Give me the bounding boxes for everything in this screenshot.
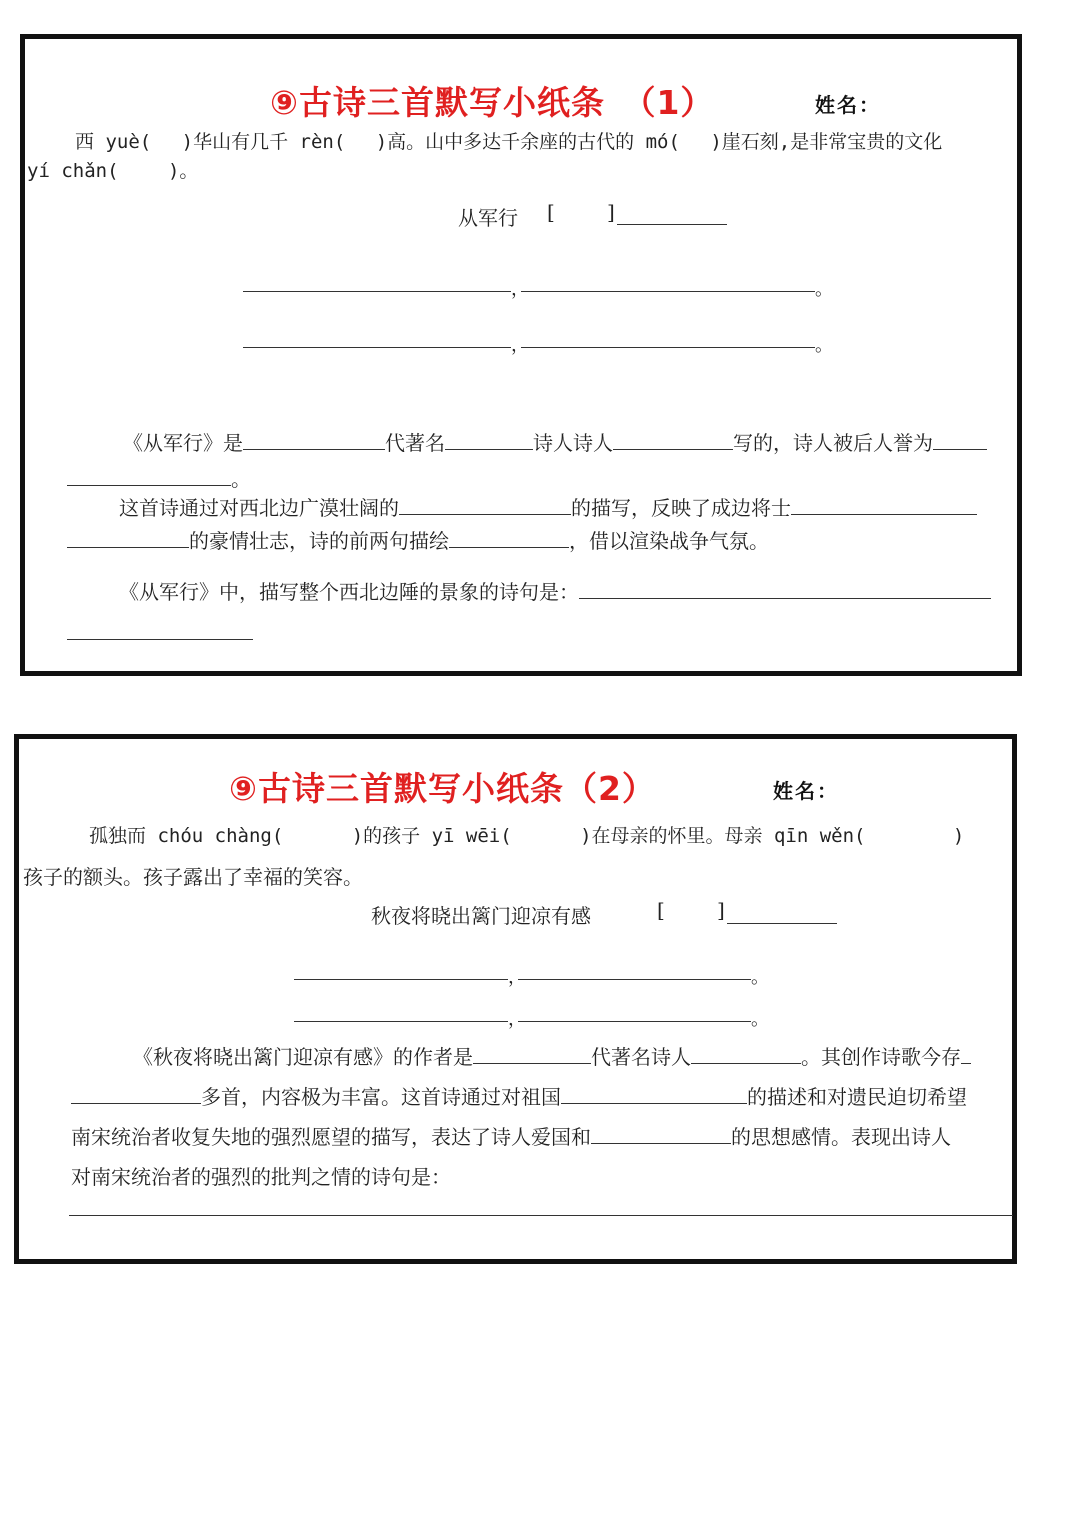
bracket-open: [ [657, 898, 665, 922]
poem-title: 秋夜将晓出篱门迎凉有感 [371, 904, 591, 928]
poet-blank[interactable] [691, 1045, 801, 1064]
fill-question-2 [119, 492, 977, 521]
bracket-close: ] [607, 200, 615, 224]
slip-title: ⑨古诗三首默写小纸条 （1） [270, 83, 715, 122]
q2-text-d: ，借以渲染战争气氛。 [569, 529, 769, 553]
bracket-open: [ [547, 200, 555, 224]
author-blank[interactable] [473, 1045, 591, 1064]
fill-question-2-cont [67, 525, 769, 554]
pinyin-question-line-1: 西 yuè( )华山有几千 rèn( )高。山中多达千余座的古代的 mó( )崖石刻,是非常宝贵的文化 [75, 131, 943, 153]
comma: ， [511, 279, 529, 300]
fill-question-4 [71, 1161, 451, 1190]
pinyin-question-line-1: 孤独而 chóu chàng( )的孩子 yī wēi( )在母亲的怀里。母亲 qīn wěn( ) [89, 825, 965, 847]
verse-answer-blank[interactable] [69, 1215, 1013, 1216]
q2-text-b: 的描写，反映了成边将士 [571, 496, 791, 520]
poem-line-2-first-half-blank[interactable] [243, 347, 511, 348]
poem-line-2-first-half-blank[interactable] [294, 1021, 508, 1022]
bracket-close: ] [717, 898, 725, 922]
count-blank-end[interactable] [71, 1085, 201, 1104]
period: 。 [751, 967, 769, 988]
fill-question-1-cont [67, 463, 251, 492]
slip-title: ⑨古诗三首默写小纸条（2） [229, 769, 656, 808]
count-blank-start[interactable] [961, 1045, 971, 1064]
pinyin-question-line-2: 孩子的额头。孩子露出了幸福的笑容。 [23, 865, 363, 889]
emotion-blank[interactable] [591, 1125, 731, 1144]
nickname-blank-end[interactable] [67, 467, 231, 486]
fill-question-3 [71, 1121, 951, 1150]
pinyin-question-line-2: yí chǎn( )。 [27, 160, 199, 182]
dictation-slip-2 [14, 734, 1017, 1264]
q2-text-a: 多首，内容极为丰富。这首诗通过对祖国 [201, 1085, 561, 1109]
name-label: 姓名： [815, 93, 881, 117]
dictation-slip-1 [20, 34, 1022, 676]
q1-text-c: 诗人诗人 [533, 431, 613, 455]
comma: ， [511, 335, 529, 356]
q1-end: 。 [231, 467, 251, 491]
fill-question-3 [119, 576, 991, 605]
comma: ， [508, 1009, 526, 1030]
period: 。 [815, 335, 833, 356]
q4-text: 对南宋统治者的强烈的批判之情的诗句是： [71, 1165, 451, 1189]
fill-question-1 [133, 1041, 971, 1070]
poem-line-2-second-half-blank[interactable] [518, 1021, 751, 1022]
q1-text-b: 代著名诗人 [591, 1045, 691, 1069]
q1-text-d: 写的，诗人被后人誉为 [733, 431, 933, 455]
period: 。 [815, 279, 833, 300]
q1-text-c: 。其创作诗歌今存 [801, 1045, 961, 1069]
period: 。 [751, 1009, 769, 1030]
dynasty-author-blank[interactable] [617, 224, 727, 225]
q3-text-b: 的思想感情。表现出诗人 [731, 1125, 951, 1149]
poem-line-1-second-half-blank[interactable] [518, 979, 751, 980]
poem-title: 从军行 [458, 206, 518, 230]
q1-text-b: 代著名 [385, 431, 445, 455]
scenery-blank[interactable] [399, 496, 571, 515]
genre-blank[interactable] [445, 431, 533, 450]
landscape-blank[interactable] [561, 1085, 747, 1104]
q3-text: 《从军行》中，描写整个西北边陲的景象的诗句是： [119, 580, 579, 604]
q2-text-c: 的豪情壮志，诗的前两句描绘 [189, 529, 449, 553]
q2-text-a: 这首诗通过对西北边广漠壮阔的 [119, 496, 399, 520]
dynasty-blank[interactable] [243, 431, 385, 450]
verse-answer-blank-start[interactable] [579, 580, 991, 599]
poem-line-1-first-half-blank[interactable] [294, 979, 508, 980]
q3-text-a: 南宋统治者收复失地的强烈愿望的描写，表达了诗人爱国和 [71, 1125, 591, 1149]
fill-question-2 [71, 1081, 967, 1110]
soldiers-blank-end[interactable] [67, 529, 189, 548]
verse-answer-blank-end[interactable] [67, 639, 253, 640]
poem-line-1-second-half-blank[interactable] [521, 291, 815, 292]
q1-text-a: 《秋夜将晓出篱门迎凉有感》的作者是 [133, 1045, 473, 1069]
poem-line-2-second-half-blank[interactable] [521, 347, 815, 348]
soldiers-blank-start[interactable] [791, 496, 977, 515]
q2-text-b: 的描述和对遗民迫切希望 [747, 1085, 967, 1109]
depiction-blank[interactable] [449, 529, 569, 548]
fill-question-1 [123, 427, 987, 456]
name-label: 姓名： [773, 779, 839, 803]
nickname-blank-start[interactable] [933, 431, 987, 450]
poem-line-1-first-half-blank[interactable] [243, 291, 511, 292]
dynasty-author-blank[interactable] [727, 923, 837, 924]
q1-text-a: 《从军行》是 [123, 431, 243, 455]
comma: ， [508, 967, 526, 988]
poet-blank[interactable] [613, 431, 733, 450]
